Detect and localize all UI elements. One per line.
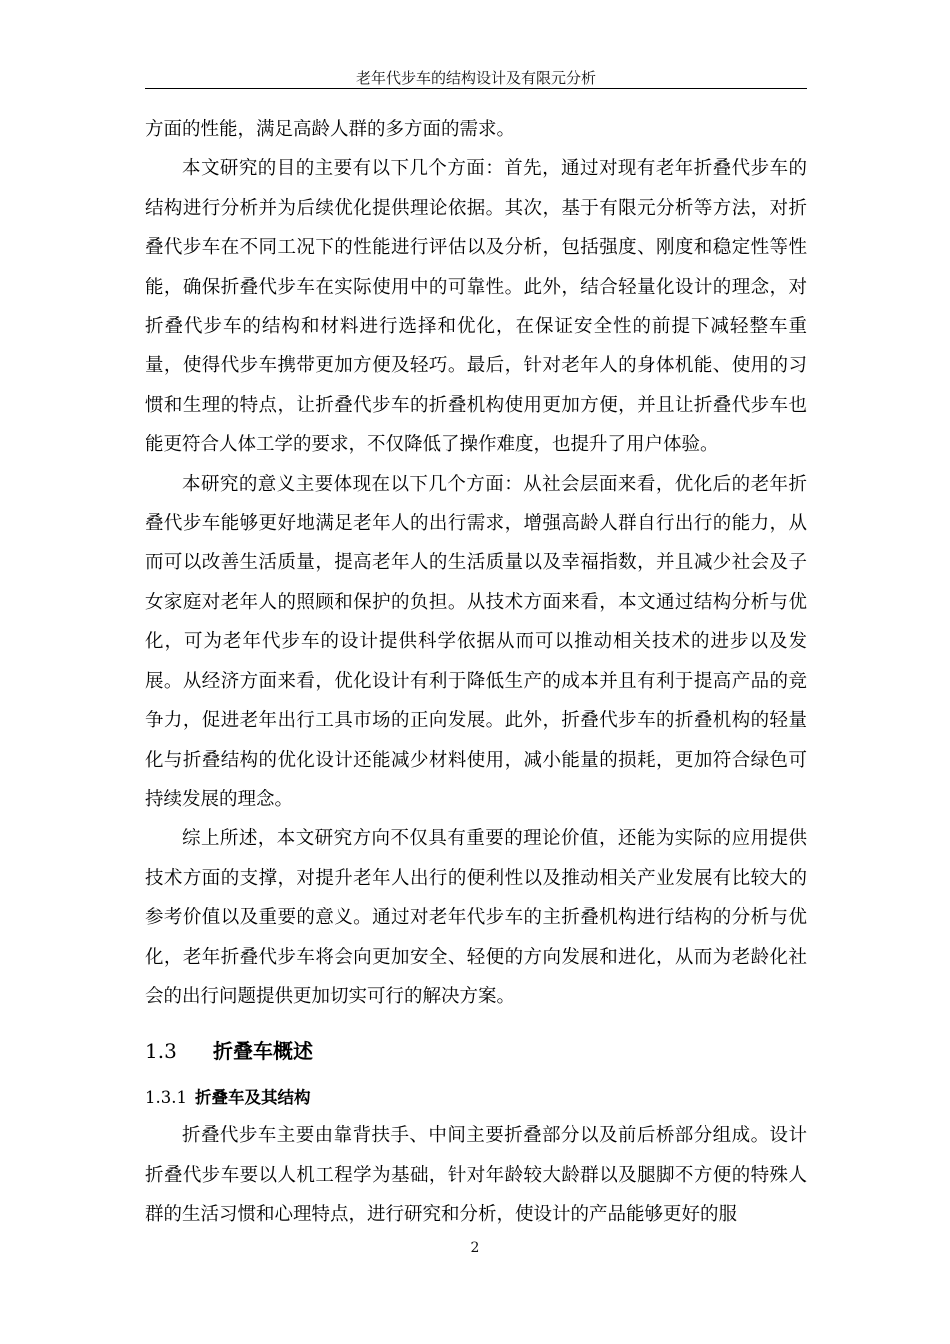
paragraph-research-purpose: 本文研究的目的主要有以下几个方面：首先，通过对现有老年折叠代步车的结构进行分析并为后续优化提供理论依据。其次，基于有限元分析等方法，对折叠代步车在不同工况下的性能进行评估以及分析，包括强度、刚度和稳定性等性能，确保折叠代步车在实际使用中的可靠性。此外，结合轻量化设计的理念，对折叠代步车的结构和材料进行选择和优化，在保证安全性的前提下减轻整车重量，使得代步车携带更加方便及轻巧。最后，针对老年人的身体机能、使用的习惯和生理的特点，让折叠代步车的折叠机构使用更加方便，并且让折叠代步车也能更符合人体工学的要求，不仅降低了操作难度，也提升了用户体验。	[145, 158, 807, 456]
body-text	[145, 110, 807, 1235]
section-number: 1.3	[145, 1039, 177, 1064]
paragraph-continued: 方面的性能，满足高龄人群的多方面的需求。	[145, 119, 516, 140]
section-title: 折叠车概述	[213, 1039, 313, 1064]
subsection-number: 1.3.1	[145, 1088, 187, 1108]
subsection-heading	[145, 1080, 807, 1116]
paragraph-summary: 综上所述，本文研究方向不仅具有重要的理论价值，还能为实际的应用提供技术方面的支撑，对提升老年人出行的便利性以及推动相关产业发展有比较大的参考价值以及重要的意义。通过对老年代步车的主折叠机构进行结构的分析与优化，老年折叠代步车将会向更加安全、轻便的方向发展和进化，从而为老龄化社会的出行问题提供更加切实可行的解决方案。	[145, 828, 807, 1007]
header-rule	[145, 88, 807, 89]
section-heading	[145, 1028, 807, 1074]
running-header: 老年代步车的结构设计及有限元分析	[355, 69, 596, 87]
page-number: 2	[470, 1240, 480, 1256]
paragraph-research-significance: 本研究的意义主要体现在以下几个方面：从社会层面来看，优化后的老年折叠代步车能够更好地满足老年人的出行需求，增强高龄人群自行出行的能力，从而可以改善生活质量，提高老年人的生活质量以及幸福指数，并且减少社会及子女家庭对老年人的照顾和保护的负担。从技术方面来看，本文通过结构分析与优化，可为老年代步车的设计提供科学依据从而可以推动相关技术的进步以及发展。从经济方面来看，优化设计有利于降低生产的成本并且有利于提高产品的竞争力，促进老年出行工具市场的正向发展。此外，折叠代步车的折叠机构的轻量化与折叠结构的优化设计还能减少材料使用，减小能量的损耗，更加符合绿色可持续发展的理念。	[145, 473, 807, 810]
paragraph-folding-car-structure: 折叠代步车主要由靠背扶手、中间主要折叠部分以及前后桥部分组成。设计折叠代步车要以人机工程学为基础，针对年龄较大龄群以及腿脚不方便的特殊人群的生活习惯和心理特点，进行研究和分析，使设计的产品能够更好的服	[145, 1125, 807, 1226]
subsection-title: 折叠车及其结构	[194, 1088, 311, 1108]
